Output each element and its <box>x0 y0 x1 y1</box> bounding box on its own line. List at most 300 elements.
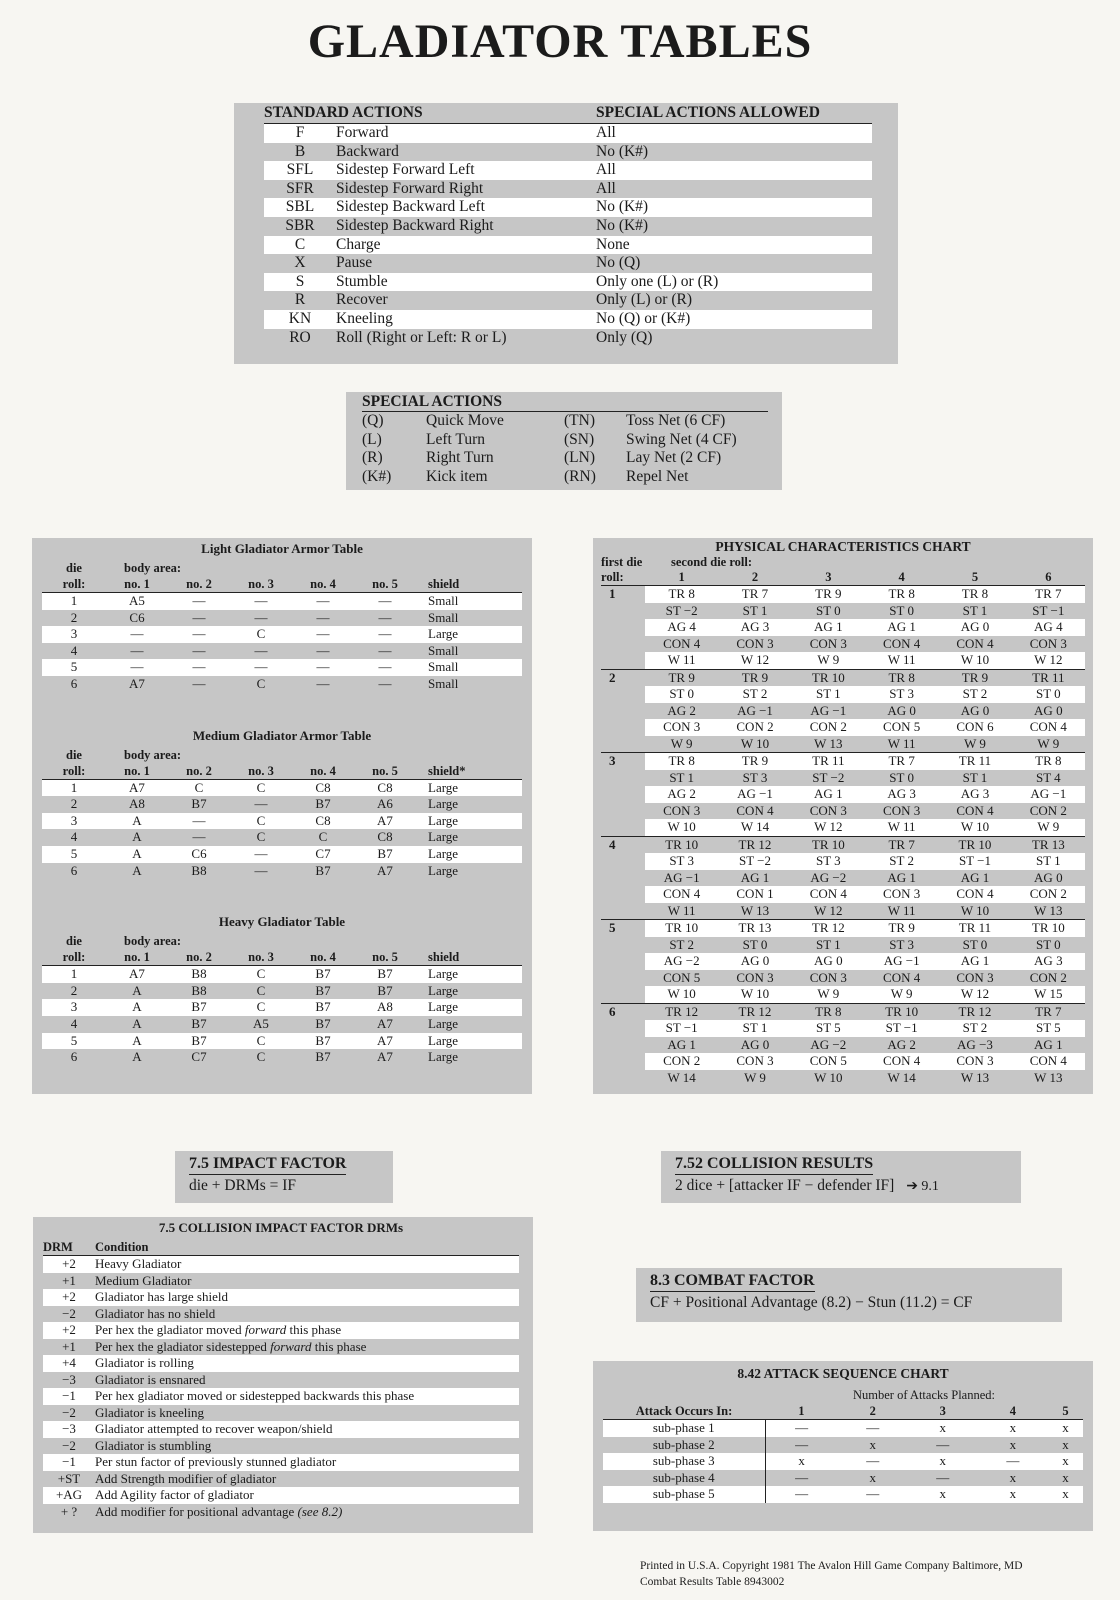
armor-cell: 6 <box>70 1049 78 1065</box>
attack-mark: x <box>908 1420 978 1437</box>
drm-condition: Medium Gladiator <box>95 1272 192 1288</box>
phys-cell: AG −3 <box>957 1036 993 1052</box>
phys-cell: W 9 <box>964 735 986 751</box>
phys-cell: W 10 <box>645 819 718 836</box>
armor-col-header: roll: <box>42 949 106 966</box>
phys-row <box>601 719 1085 736</box>
sub-phase-label: sub-phase 3 <box>603 1453 765 1470</box>
armor-cell: — <box>316 609 330 625</box>
phys-cell: AG 1 <box>792 619 865 636</box>
phys-cell: W 10 <box>960 902 990 918</box>
impact-factor-box <box>175 1151 393 1203</box>
phys-row <box>601 703 1085 720</box>
armor-cell: B7 <box>315 1049 331 1065</box>
action-code: RO <box>289 328 311 346</box>
phys-cell: W 10 <box>740 735 770 751</box>
armor-cell: — <box>354 593 416 610</box>
drm-row <box>43 1487 519 1504</box>
drm-condition: Gladiator attempted to recover weapon/shield <box>95 1421 519 1438</box>
phys-cell: TR 10 <box>792 669 865 686</box>
armor-col-header: shield <box>416 949 522 966</box>
armor-col-header: no. 5 <box>354 763 416 780</box>
phys-cell: CON 3 <box>956 969 994 985</box>
phys-cell: ST 0 <box>1012 686 1085 703</box>
attack-mark: x <box>908 1486 978 1503</box>
phys-row <box>601 886 1085 903</box>
action-name: Backward <box>336 142 399 160</box>
phys-cell: W 9 <box>1012 819 1085 836</box>
phys-cell: AG 1 <box>792 786 865 803</box>
standard-actions-table <box>264 103 872 347</box>
phys-cell: AG 4 <box>645 619 718 636</box>
armor-cell: A7 <box>354 1033 416 1050</box>
phys-row <box>601 1020 1085 1037</box>
action-code: KN <box>264 310 336 329</box>
sub-phase-label: sub-phase 2 <box>603 1437 765 1454</box>
phys-first-die <box>601 603 645 620</box>
special-allowed: None <box>596 236 872 255</box>
footer-table-id: Combat Results Table 8943002 <box>640 1576 785 1588</box>
armor-row <box>42 1033 522 1050</box>
armor-table <box>42 560 522 693</box>
armor-cell: — <box>354 659 416 676</box>
special-allowed: No (K#) <box>596 142 649 160</box>
phys-cell: W 9 <box>744 1069 766 1085</box>
armor-cell: — <box>254 796 268 812</box>
armor-header-body-area: body area: <box>124 561 182 575</box>
armor-cell: Large <box>428 829 459 845</box>
special-action-row <box>362 449 768 468</box>
armor-col-header: no. 5 <box>354 949 416 966</box>
armor-cell: A7 <box>377 1049 393 1065</box>
phys-cell: CON 3 <box>663 802 701 818</box>
phys-cell: ST 3 <box>645 853 718 870</box>
armor-cell: Large <box>416 626 522 643</box>
armor-row <box>42 659 522 676</box>
phys-cell: W 14 <box>667 1069 696 1085</box>
drm-value: −3 <box>62 1371 76 1387</box>
phys-cell: ST −2 <box>665 602 698 618</box>
armor-cell: C <box>256 982 266 998</box>
attack-mark: — <box>936 1469 950 1485</box>
armor-cell: — <box>106 626 168 643</box>
phys-first-die: 3 <box>601 753 645 770</box>
phys-cell: ST 5 <box>1012 1020 1085 1037</box>
phys-cell: W 9 <box>792 652 865 669</box>
phys-row <box>601 603 1085 620</box>
phys-cell: AG 1 <box>887 869 916 885</box>
phys-cell: W 12 <box>938 986 1011 1003</box>
phys-cell: ST 0 <box>889 769 914 785</box>
physical-characteristics-table <box>601 555 1085 1086</box>
phys-cell: AG 0 <box>960 702 990 718</box>
phys-col-header: 3 <box>792 570 865 586</box>
special-allowed: Only (Q) <box>596 328 653 346</box>
armor-col-header: no. 2 <box>168 576 230 593</box>
attack-count-header: 2 <box>838 1403 908 1420</box>
phys-col-header: 1 <box>645 570 718 586</box>
phys-cell: ST 1 <box>962 769 988 785</box>
phys-cell: CON 4 <box>792 886 865 903</box>
drm-condition: Gladiator has large shield <box>95 1289 519 1306</box>
phys-first-die <box>601 970 645 987</box>
phys-cell: ST 2 <box>938 1020 1011 1037</box>
phys-cell: ST 1 <box>742 602 768 618</box>
attack-mark: — <box>765 1420 838 1437</box>
armor-cell: A7 <box>354 813 416 830</box>
armor-cell: A7 <box>377 1015 393 1031</box>
drm-value: +AG <box>43 1487 95 1504</box>
drm-row <box>43 1322 519 1339</box>
phys-cell: AG 2 <box>667 702 696 718</box>
standard-action-row <box>264 198 872 217</box>
physical-characteristics-panel <box>593 538 1093 1094</box>
phys-first-die <box>601 903 645 920</box>
armor-cell: A7 <box>106 966 168 983</box>
phys-cell: W 11 <box>645 652 718 669</box>
phys-cell: W 9 <box>1037 735 1060 751</box>
phys-cell: AG −1 <box>810 702 847 718</box>
phys-first-die <box>601 786 645 803</box>
drm-value: +4 <box>43 1355 95 1372</box>
armor-cell: Large <box>416 813 522 830</box>
attack-sequence-title: 8.42 ATTACK SEQUENCE CHART <box>737 1366 949 1381</box>
phys-row <box>601 1070 1085 1087</box>
attack-sequence-row <box>603 1470 1083 1487</box>
net-name: Repel Net <box>626 467 689 485</box>
phys-cell: CON 2 <box>792 719 865 736</box>
attack-sequence-panel <box>593 1361 1093 1531</box>
phys-cell: ST 5 <box>792 1020 865 1037</box>
phys-cell: TR 9 <box>792 586 865 603</box>
phys-cell: AG −2 <box>810 1036 847 1052</box>
armor-cell: — <box>106 659 168 676</box>
phys-cell: ST 1 <box>1012 853 1085 870</box>
collision-drm-panel <box>33 1217 533 1533</box>
phys-cell: TR 8 <box>865 586 938 603</box>
phys-cell: ST 3 <box>889 936 914 952</box>
armor-cell: 4 <box>70 1015 78 1031</box>
drm-condition: Heavy Gladiator <box>95 1256 519 1273</box>
phys-cell: TR 10 <box>865 1003 938 1020</box>
attack-mark: x <box>1062 1436 1069 1452</box>
combat-factor-heading: 8.3 COMBAT FACTOR <box>650 1272 815 1292</box>
attack-mark: x <box>1009 1436 1017 1452</box>
special-actions-allowed-header: SPECIAL ACTIONS ALLOWED <box>596 103 872 124</box>
page-title: GLADIATOR TABLES <box>307 15 813 68</box>
phys-cell: ST 0 <box>742 936 768 952</box>
armor-cell: A7 <box>129 675 145 691</box>
phys-cell: CON 4 <box>956 802 994 818</box>
special-actions-header: SPECIAL ACTIONS <box>362 392 768 412</box>
net-code: (SN) <box>564 430 595 448</box>
armor-cell: 2 <box>70 982 78 998</box>
armor-cell: C <box>168 779 230 796</box>
phys-first-die <box>601 1070 645 1087</box>
phys-cell: AG 2 <box>887 1036 916 1052</box>
drm-row <box>43 1306 519 1323</box>
phys-first-die: 4 <box>601 836 645 853</box>
special-allowed: All <box>596 124 872 143</box>
drm-value: −2 <box>62 1404 76 1420</box>
armor-cell: B7 <box>315 862 331 878</box>
armor-cell: A6 <box>377 796 393 812</box>
standard-action-row <box>264 124 872 143</box>
phys-cell: CON 3 <box>1029 635 1067 651</box>
armor-cell: B7 <box>315 796 331 812</box>
phys-row <box>601 586 1085 603</box>
drm-value: +ST <box>57 1470 81 1486</box>
phys-cell: CON 3 <box>809 635 847 651</box>
drm-value: +2 <box>43 1289 95 1306</box>
armor-row <box>42 1049 522 1066</box>
armor-cell: — <box>192 675 206 691</box>
armor-cell: — <box>378 642 392 658</box>
armor-row <box>42 779 522 796</box>
footer <box>640 1558 1023 1590</box>
armor-cell: Large <box>428 1049 459 1065</box>
phys-cell: ST 2 <box>938 686 1011 703</box>
attack-sequence-row <box>603 1453 1083 1470</box>
phys-first-die <box>601 636 645 653</box>
armor-cell: A <box>132 1015 142 1031</box>
phys-cell: CON 4 <box>1012 1053 1085 1070</box>
phys-cell: CON 5 <box>792 1053 865 1070</box>
armor-cell: C <box>230 966 292 983</box>
phys-cell: ST 0 <box>645 686 718 703</box>
drm-row <box>43 1504 519 1521</box>
armor-cell: 6 <box>70 862 78 878</box>
phys-first-die <box>601 819 645 836</box>
collision-results-reference: ➔ 9.1 <box>906 1179 939 1194</box>
armor-cell: B7 <box>354 846 416 863</box>
special-name: Left Turn <box>426 430 485 448</box>
action-code: C <box>264 236 336 255</box>
phys-first-die <box>601 686 645 703</box>
phys-row <box>601 619 1085 636</box>
collision-results-box <box>661 1151 1021 1203</box>
physical-chart-title: PHYSICAL CHARACTERISTICS CHART <box>715 539 971 554</box>
phys-cell: TR 10 <box>645 836 718 853</box>
special-actions-panel <box>346 392 782 490</box>
drm-condition: Gladiator is stumbling <box>95 1437 212 1453</box>
armor-cell: C <box>230 999 292 1016</box>
attack-mark: — <box>795 1469 809 1485</box>
attack-mark: — <box>838 1486 908 1503</box>
phys-cell: TR 12 <box>718 1003 791 1020</box>
phys-cell: TR 9 <box>938 669 1011 686</box>
armor-cell: C6 <box>168 846 230 863</box>
phys-cell: CON 4 <box>938 886 1011 903</box>
footer-copyright: Printed in U.S.A. Copyright 1981 The Avalon Hill Game Company Baltimore, MD <box>640 1560 1023 1572</box>
drm-row <box>43 1471 519 1488</box>
drm-value: −3 <box>43 1421 95 1438</box>
phys-row <box>601 786 1085 803</box>
armor-header-die: die <box>66 561 82 575</box>
armor-cell: Large <box>428 862 459 878</box>
drm-col-header: DRM <box>43 1239 95 1256</box>
action-name: Sidestep Backward Left <box>336 198 596 217</box>
armor-cell: A7 <box>377 862 393 878</box>
phys-cell: AG 3 <box>1012 953 1085 970</box>
phys-row <box>601 853 1085 870</box>
phys-cell: CON 5 <box>663 969 701 985</box>
action-name: Sidestep Backward Right <box>336 216 494 234</box>
phys-cell: ST 0 <box>1035 936 1061 952</box>
attack-count-header: 1 <box>765 1403 838 1420</box>
armor-cell: B8 <box>191 862 207 878</box>
sub-phase-label: sub-phase 5 <box>603 1486 765 1503</box>
armor-row <box>42 829 522 846</box>
attacks-planned-label: Number of Attacks Planned: <box>853 1388 995 1402</box>
special-allowed: No (Q) <box>596 254 641 272</box>
armor-cell: — <box>168 593 230 610</box>
armor-header-body-area: body area: <box>124 747 182 762</box>
phys-cell: W 10 <box>645 986 718 1003</box>
phys-cell: W 10 <box>938 819 1011 836</box>
drm-value: + ? <box>60 1503 78 1519</box>
armor-cell: C7 <box>292 846 354 863</box>
phys-row <box>601 770 1085 787</box>
phys-cell: W 9 <box>865 986 938 1003</box>
phys-cell: AG 0 <box>887 702 916 718</box>
collision-results-formula: 2 dice + [attacker IF − defender IF] <box>675 1177 895 1194</box>
attack-count-header: 3 <box>908 1403 978 1420</box>
phys-col-header: roll: <box>601 570 645 586</box>
phys-cell: AG 0 <box>1034 702 1063 718</box>
phys-row <box>601 1003 1085 1020</box>
armor-cell: Large <box>428 796 459 812</box>
phys-first-die <box>601 719 645 736</box>
attack-mark: x <box>869 1436 876 1452</box>
phys-row <box>601 836 1085 853</box>
armor-table-title: Heavy Gladiator Table <box>218 914 346 930</box>
armor-cell: B7 <box>315 982 331 998</box>
standard-actions-header: STANDARD ACTIONS <box>264 103 596 124</box>
action-name: Roll (Right or Left: R or L) <box>336 328 507 346</box>
phys-cell: CON 2 <box>1029 802 1067 818</box>
standard-action-row <box>264 329 872 348</box>
phys-cell: W 11 <box>865 652 938 669</box>
armor-cell: 5 <box>42 846 106 863</box>
armor-cell: A <box>132 829 142 845</box>
armor-cell: — <box>230 593 292 610</box>
attack-mark: x <box>978 1420 1048 1437</box>
drm-row <box>43 1421 519 1438</box>
phys-first-die <box>601 953 645 970</box>
phys-cell: ST 0 <box>962 936 988 952</box>
attack-mark: — <box>978 1453 1048 1470</box>
armor-cell: A5 <box>106 593 168 610</box>
armor-cell: B7 <box>292 1033 354 1050</box>
special-action-row <box>362 431 768 450</box>
phys-cell: W 9 <box>792 986 865 1003</box>
drm-condition: Gladiator is ensnared <box>95 1371 206 1387</box>
phys-cell: ST 3 <box>742 769 768 785</box>
armor-cell: Large <box>428 1015 459 1031</box>
phys-cell: W 13 <box>1034 902 1063 918</box>
phys-cell: AG 3 <box>865 786 938 803</box>
armor-row <box>42 643 522 660</box>
armor-cell: Large <box>428 982 459 998</box>
attack-mark: x <box>1048 1486 1083 1503</box>
phys-row <box>601 1053 1085 1070</box>
phys-cell: ST −1 <box>938 853 1011 870</box>
standard-action-row <box>264 291 872 310</box>
phys-first-die <box>601 652 645 669</box>
phys-first-die <box>601 986 645 1003</box>
phys-row <box>601 636 1085 653</box>
phys-cell: TR 12 <box>645 1003 718 1020</box>
phys-row <box>601 970 1085 987</box>
phys-cell: W 15 <box>1012 986 1085 1003</box>
phys-row <box>601 736 1085 753</box>
armor-cell: C6 <box>129 609 145 625</box>
armor-cell: — <box>378 675 392 691</box>
armor-table-title: Medium Gladiator Armor Table <box>192 727 372 743</box>
phys-col-header: 5 <box>938 570 1011 586</box>
armor-cell: 4 <box>70 829 78 845</box>
phys-cell: W 14 <box>718 819 791 836</box>
armor-cell: C7 <box>191 1049 207 1065</box>
drm-condition: Gladiator has no shield <box>95 1305 216 1321</box>
armor-cell: A <box>106 846 168 863</box>
phys-cell: TR 10 <box>645 920 718 937</box>
action-name: Charge <box>336 236 596 255</box>
armor-table <box>42 747 522 880</box>
special-allowed: No (K#) <box>596 198 872 217</box>
phys-cell: AG −1 <box>718 786 791 803</box>
armor-cell: A5 <box>253 1015 269 1031</box>
standard-action-row <box>264 217 872 236</box>
net-name: Lay Net (2 CF) <box>626 449 722 466</box>
armor-cell: — <box>192 609 206 625</box>
armor-cell: C <box>318 829 328 845</box>
phys-cell: TR 11 <box>938 920 1011 937</box>
action-name: Sidestep Forward Right <box>336 179 484 197</box>
phys-cell: ST 2 <box>718 686 791 703</box>
drm-value: +2 <box>43 1322 95 1339</box>
attack-mark: x <box>1048 1420 1083 1437</box>
phys-cell: ST 3 <box>792 853 865 870</box>
armor-cell: — <box>316 642 330 658</box>
special-code: (K#) <box>362 467 392 485</box>
phys-row <box>601 686 1085 703</box>
armor-col-header: no. 1 <box>106 576 168 593</box>
armor-row <box>42 626 522 643</box>
armor-cell: B7 <box>168 1033 230 1050</box>
special-action-row <box>362 468 768 487</box>
drm-row <box>43 1405 519 1422</box>
armor-cell: C <box>256 675 266 691</box>
phys-first-die <box>601 803 645 820</box>
action-code: X <box>294 254 306 272</box>
phys-cell: W 11 <box>887 902 916 918</box>
collision-drm-table <box>43 1239 519 1520</box>
phys-cell: AG 0 <box>1034 869 1063 885</box>
attack-sequence-row <box>603 1437 1083 1454</box>
armor-cell: — <box>254 609 268 625</box>
armor-cell: C <box>230 813 292 830</box>
standard-action-row <box>264 143 872 162</box>
phys-cell: TR 13 <box>718 920 791 937</box>
armor-cell: 1 <box>42 593 106 610</box>
phys-cell: CON 3 <box>809 802 847 818</box>
drm-row <box>43 1355 519 1372</box>
action-code: F <box>264 124 336 143</box>
phys-cell: AG 2 <box>645 786 718 803</box>
phys-cell: CON 4 <box>883 969 921 985</box>
